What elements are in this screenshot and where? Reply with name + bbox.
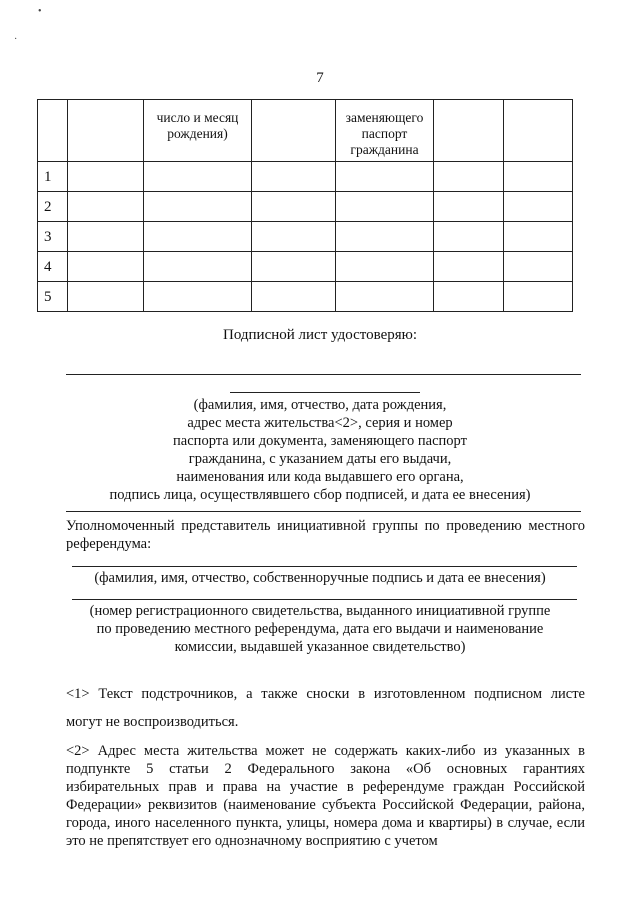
signature-line bbox=[72, 566, 577, 567]
table-cell bbox=[68, 282, 144, 312]
table-cell bbox=[504, 282, 573, 312]
representative-label: Уполномоченный представитель инициативной группы по проведению местного референдума: bbox=[66, 518, 585, 552]
row-number: 1 bbox=[38, 162, 68, 192]
table-row bbox=[38, 222, 573, 252]
table-cell bbox=[252, 282, 336, 312]
representative-caption: (фамилия, имя, отчество, собственноручные подпись и дата ее внесения) bbox=[94, 570, 546, 586]
caption-line: паспорта или документа, заменяющего паспорт bbox=[173, 433, 467, 449]
table-cell bbox=[504, 192, 573, 222]
table-header-cell bbox=[434, 100, 504, 162]
table-cell bbox=[144, 222, 252, 252]
caption-line: подпись лица, осуществлявшего сбор подписей, и дата ее внесения) bbox=[109, 487, 531, 503]
signature-line-short bbox=[230, 392, 420, 393]
table-cell bbox=[434, 192, 504, 222]
table-cell bbox=[434, 162, 504, 192]
table-cell bbox=[252, 192, 336, 222]
page-number: 7 bbox=[316, 70, 324, 86]
table-cell bbox=[504, 252, 573, 282]
table-cell bbox=[68, 222, 144, 252]
caption-line: наименования или кода выдавшего его органа, bbox=[176, 469, 464, 485]
signature-table bbox=[37, 99, 573, 312]
caption-line: адрес места жительства<2>, серия и номер bbox=[187, 415, 453, 431]
table-cell bbox=[144, 282, 252, 312]
table-cell bbox=[68, 192, 144, 222]
caption-line: по проведению местного референдума, дата его выдачи и наименование bbox=[96, 621, 544, 637]
table-row bbox=[38, 192, 573, 222]
row-number: 4 bbox=[38, 252, 68, 282]
row-number: 5 bbox=[38, 282, 68, 312]
table-cell bbox=[336, 222, 434, 252]
table-cell bbox=[434, 222, 504, 252]
table-header-row bbox=[38, 100, 573, 162]
table-cell bbox=[504, 222, 573, 252]
signature-line bbox=[66, 374, 581, 375]
row-number: 2 bbox=[38, 192, 68, 222]
footnote-1-line: могут не воспроизводиться. bbox=[66, 714, 239, 730]
signature-line bbox=[66, 511, 581, 512]
table-cell bbox=[144, 252, 252, 282]
table-cell bbox=[252, 162, 336, 192]
scan-speck: · bbox=[14, 34, 18, 45]
footnote-2: <2> Адрес места жительства может не содержать каких-либо из указанных в подпункте 5 статьи 2 Федерального закона «Об основных гарантиях избирательных прав и права на участие в референдуме граждан Российской Федерации» реквизитов (наименование субъекта Российской Федерации, района, города, иного населенного пункта, улицы, номера дома и квартиры) в случае, если это не препятствует его однозначному восприятию с учетом bbox=[66, 743, 585, 849]
table-header-cell bbox=[38, 100, 68, 162]
table-row bbox=[38, 162, 573, 192]
caption-line: (фамилия, имя, отчество, дата рождения, bbox=[193, 397, 447, 413]
footnote-1-line: <1> Текст подстрочников, а также сноски в изготовленном подписном листе bbox=[66, 686, 585, 702]
table-row bbox=[38, 282, 573, 312]
scan-speck: • bbox=[38, 6, 42, 17]
table-cell bbox=[252, 252, 336, 282]
signature-line bbox=[72, 599, 577, 600]
table-header-cell bbox=[252, 100, 336, 162]
table-row bbox=[38, 252, 573, 282]
caption-line: гражданина, с указанием даты его выдачи, bbox=[188, 451, 452, 467]
table-cell bbox=[336, 162, 434, 192]
table-cell bbox=[336, 252, 434, 282]
collector-caption bbox=[40, 396, 600, 504]
table-cell bbox=[434, 282, 504, 312]
table-cell bbox=[252, 222, 336, 252]
table-header-cell: заменяющего паспорт гражданина bbox=[336, 100, 434, 162]
table-cell bbox=[144, 162, 252, 192]
table-header-cell: число и месяц рождения) bbox=[144, 100, 252, 162]
row-number: 3 bbox=[38, 222, 68, 252]
certify-title: Подписной лист удостоверяю: bbox=[222, 327, 418, 343]
table-cell bbox=[68, 162, 144, 192]
table-cell bbox=[144, 192, 252, 222]
table-cell bbox=[434, 252, 504, 282]
table-header-cell bbox=[504, 100, 573, 162]
caption-line: комиссии, выдавшей указанное свидетельство) bbox=[174, 639, 466, 655]
table-cell bbox=[336, 282, 434, 312]
table-cell bbox=[504, 162, 573, 192]
table-cell bbox=[336, 192, 434, 222]
caption-line: (номер регистрационного свидетельства, выданного инициативной группе bbox=[89, 603, 551, 619]
table-header-cell bbox=[68, 100, 144, 162]
table-cell bbox=[68, 252, 144, 282]
certificate-caption bbox=[40, 602, 600, 656]
